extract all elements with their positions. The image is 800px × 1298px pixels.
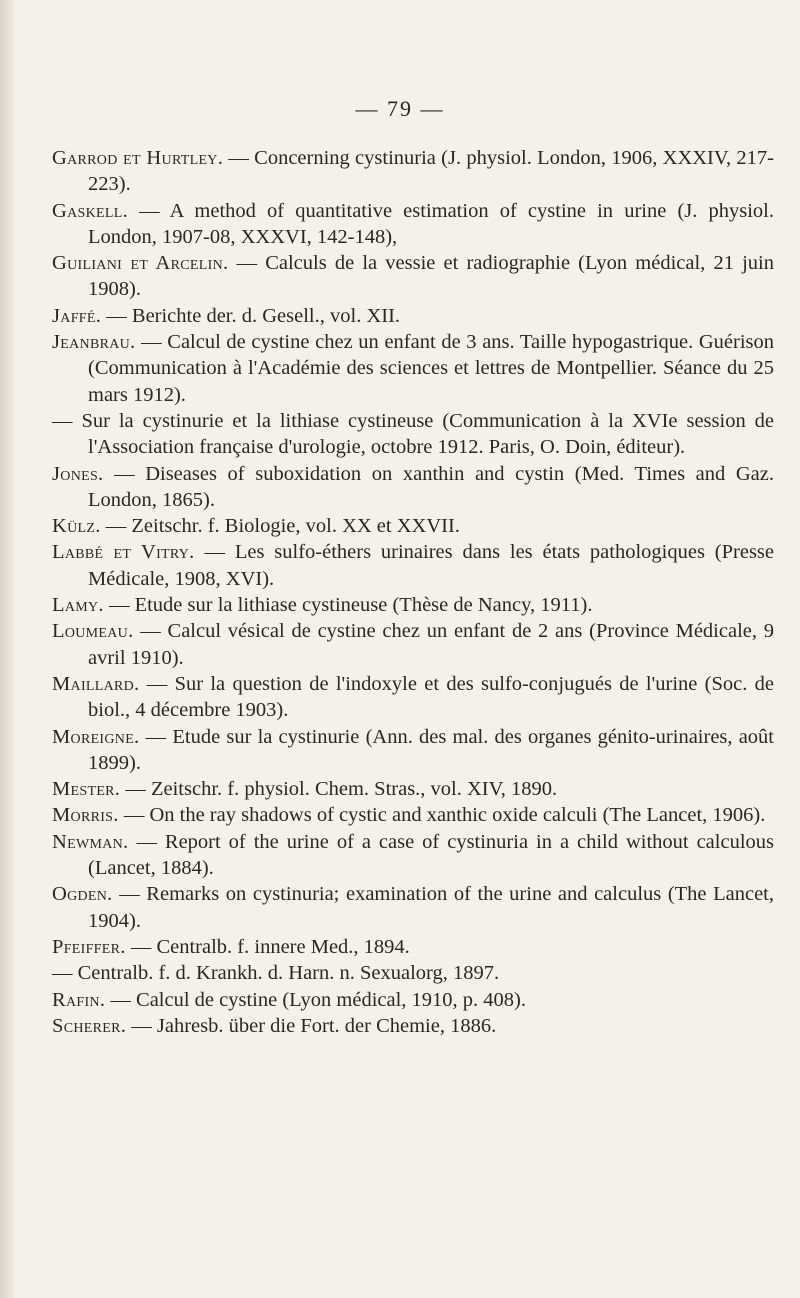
entry-text: — Les sulfo-éthers urinaires dans les états pathologiques (Presse Médicale, 1908, XVI). xyxy=(88,541,774,590)
bibliography-entry xyxy=(52,934,774,960)
bibliography-entry xyxy=(52,671,774,724)
entry-author: Morris. xyxy=(52,804,119,827)
page-number: — 79 — xyxy=(355,96,445,121)
bibliography-entry xyxy=(52,1013,774,1039)
bibliography-entry xyxy=(52,250,774,303)
entry-text: — Remarks on cystinuria; examination of the urine and calculus (The Lancet, 1904). xyxy=(88,883,774,932)
bibliography-entry xyxy=(52,145,774,198)
entry-text: — Berichte der. d. Gesell., vol. XII. xyxy=(101,304,401,327)
bibliography-entry xyxy=(52,829,774,882)
entry-text: — Calcul de cystine (Lyon médical, 1910, p. 408). xyxy=(105,988,527,1011)
bibliography-entry xyxy=(52,881,774,934)
bibliography-entry xyxy=(52,303,774,329)
entry-text: — Zeitschr. f. physiol. Chem. Stras., vol. XIV, 1890. xyxy=(120,778,558,801)
entry-author: Jeanbrau. xyxy=(52,331,136,354)
entry-text: — Centralb. f. d. Krankh. d. Harn. n. Sexualorg, 1897. xyxy=(52,962,500,985)
bibliography-entry xyxy=(52,461,774,514)
bibliography-entry xyxy=(52,724,774,777)
bibliography-entry xyxy=(52,618,774,671)
bibliography-entry xyxy=(52,198,774,251)
bibliography-entry xyxy=(52,408,774,461)
entry-text: — Concerning cystinuria (J. physiol. London, 1906, XXXIV, 217-223). xyxy=(88,147,774,196)
entry-text: — Calcul vésical de cystine chez un enfant de 2 ans (Province Médicale, 9 avril 1910). xyxy=(88,620,774,669)
entry-text: — Etude sur la lithiase cystineuse (Thèse de Nancy, 1911). xyxy=(103,594,593,617)
entry-text: — Jahresb. über die Fort. der Chemie, 1886. xyxy=(126,1014,497,1037)
entry-author: Labbé et Vitry. xyxy=(52,541,195,564)
entry-text: — Diseases of suboxidation on xanthin and cystin (Med. Times and Gaz. London, 1865). xyxy=(88,462,774,511)
entry-author: Loumeau. xyxy=(52,620,134,643)
entry-author: Ogden. xyxy=(52,883,113,906)
entry-author: Külz. xyxy=(52,515,101,538)
bibliography-entry xyxy=(52,539,774,592)
entry-text: — On the ray shadows of cystic and xanthic oxide calculi (The Lancet, 1906). xyxy=(118,804,766,827)
entry-author: Lamy. xyxy=(52,594,104,617)
entry-text: — Calcul de cystine chez un enfant de 3 ans. Taille hypogastrique. Guérison (Communication à l'Académie des sciences et lettres de Montpellier. Séance du 25 mars 1912). xyxy=(88,331,774,406)
bibliography-entry xyxy=(52,776,774,802)
bibliography-entry xyxy=(52,960,774,986)
entry-author: Pfeiffer. xyxy=(52,935,126,958)
entry-author: Jones. xyxy=(52,462,104,485)
bibliography-entry xyxy=(52,329,774,408)
entry-author: Maillard. xyxy=(52,672,140,695)
entry-author: Garrod et Hurtley. xyxy=(52,147,224,169)
entry-text: — Centralb. f. innere Med., 1894. xyxy=(125,935,410,958)
entry-text: — Sur la cystinurie et la lithiase cystineuse (Communication à la XVIe session de l'Association française d'urologie, octobre 1912. Paris, O. Doin, éditeur). xyxy=(52,409,774,459)
entry-text: — Calculs de la vessie et radiographie (Lyon médical, 21 juin 1908). xyxy=(88,252,774,301)
entry-text: — A method of quantitative estimation of cystine in urine (J. physiol. London, 1907-08, XXXVI, 142-148), xyxy=(88,199,774,248)
bibliography-entry xyxy=(52,592,774,618)
bibliography-entry xyxy=(52,987,774,1013)
entry-author: Guiliani et Arcelin. xyxy=(52,252,229,275)
entry-text: — Report of the urine of a case of cystinuria in a child without calculous (Lancet, 1884). xyxy=(88,830,774,880)
entry-author: Jaffé. xyxy=(52,304,102,327)
entry-author: Rafin. xyxy=(52,988,106,1011)
entry-text: — Sur la question de l'indoxyle et des sulfo-conjugués de l'urine (Soc. de biol., 4 décembre 1903). xyxy=(88,672,774,722)
entry-author: Gaskell. xyxy=(52,199,128,222)
entry-author: Mester. xyxy=(52,778,121,801)
entry-author: Moreigne. xyxy=(52,725,140,748)
bibliography-entry xyxy=(52,513,774,539)
page-edge-shadow xyxy=(0,0,14,1298)
entry-author: Newman. xyxy=(52,830,129,853)
entry-author: Scherer. xyxy=(52,1014,127,1037)
bibliography-list xyxy=(52,145,774,1039)
bibliography-entry xyxy=(52,802,774,828)
entry-text: — Zeitschr. f. Biologie, vol. XX et XXVII. xyxy=(100,515,460,538)
entry-text: — Etude sur la cystinurie (Ann. des mal. des organes génito-urinaires, août 1899). xyxy=(88,725,774,774)
